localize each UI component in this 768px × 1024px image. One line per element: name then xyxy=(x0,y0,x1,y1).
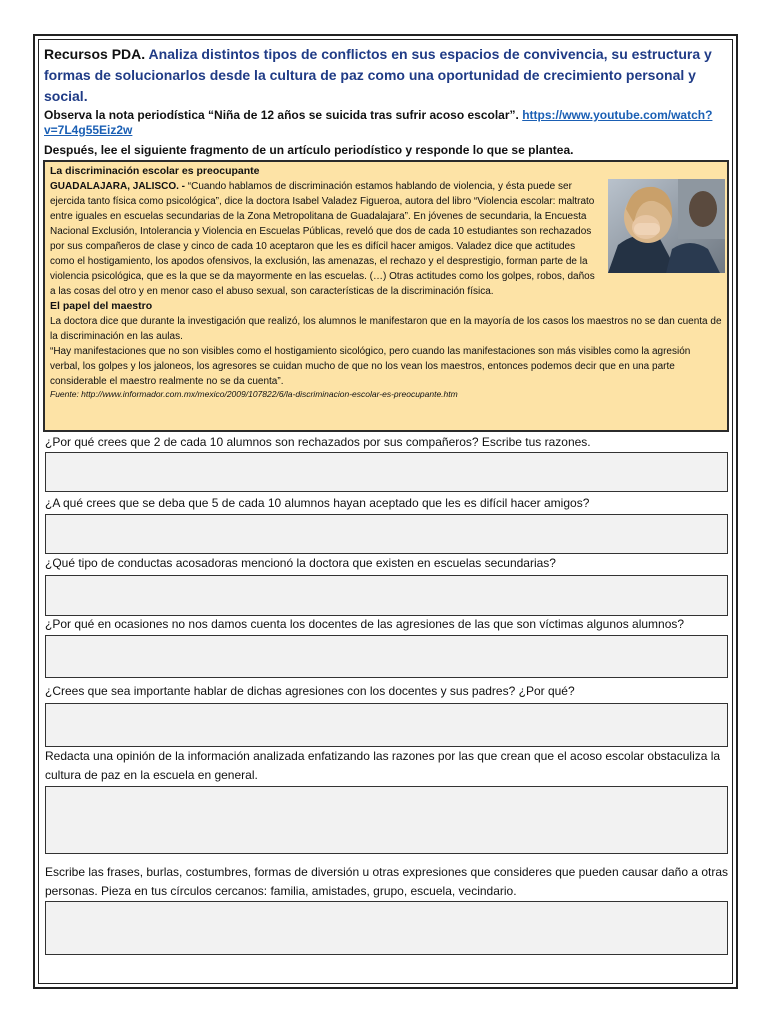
article-source: Fuente: http://www.informador.com.mx/mexico/2009/107822/6/la-discriminacion-escolar-es-preocupante.htm xyxy=(50,389,458,399)
answer-box-4[interactable] xyxy=(45,635,728,678)
header-objective: Analiza distintos tipos de conflictos en sus espacios de convivencia, su estructura y formas de solucionarlos desde la cultura de paz como una oportunidad de crecimiento personal y social. xyxy=(44,46,712,104)
article-body-2: La doctora dice que durante la investigación que realizó, los alumnos le manifestaron que en la mayoría de los casos los maestros no se dan cuenta de la discriminación en las aulas. xyxy=(50,316,722,342)
answer-box-6[interactable] xyxy=(45,786,728,854)
answer-box-7[interactable] xyxy=(45,901,728,955)
article-title: La discriminación escolar es preocupante xyxy=(50,165,260,177)
video-link[interactable]: https://www.youtube.com/watch?v=7L4g55Eiz2w xyxy=(44,108,713,137)
question-6: Redacta una opinión de la información analizada enfatizando las razones por las que crean que el acoso escolar obstaculiza la cultura de paz en la escuela en general. xyxy=(45,749,721,782)
crying-girl-photo-icon xyxy=(608,179,725,273)
header xyxy=(44,44,734,107)
question-5: ¿Crees que sea importante hablar de dichas agresiones con los docentes y sus padres? ¿Por qué? xyxy=(45,684,575,698)
question-2: ¿A qué crees que se deba que 5 de cada 10 alumnos hayan aceptado que les es difícil hacer amigos? xyxy=(45,496,590,510)
answer-box-3[interactable] xyxy=(45,575,728,616)
question-3: ¿Qué tipo de conductas acosadoras mencionó la doctora que existen en escuelas secundarias? xyxy=(45,556,556,570)
answer-box-2[interactable] xyxy=(45,514,728,554)
article-subtitle: El papel del maestro xyxy=(50,300,153,312)
article-dateline: GUADALAJARA, JALISCO. - xyxy=(50,181,186,192)
reading-instruction: Después, lee el siguiente fragmento de un artículo periodístico y responde lo que se plantea. xyxy=(44,143,574,157)
observe-instruction xyxy=(44,108,734,138)
article-excerpt xyxy=(43,160,729,432)
article-photo xyxy=(608,179,725,273)
question-4: ¿Por qué en ocasiones no nos damos cuenta los docentes de las agresiones de las que son víctimas algunos alumnos? xyxy=(45,617,685,631)
question-7: Escribe las frases, burlas, costumbres, formas de diversión u otras expresiones que consideres que pueden causar daño a otras personas. Pieza en tus círculos cercanos: familia, amistades, grupo, escuela, vecindario. xyxy=(45,865,729,898)
question-1: ¿Por qué crees que 2 de cada 10 alumnos son rechazados por sus compañeros? Escribe tus razones. xyxy=(45,435,591,449)
header-lead: Recursos PDA. xyxy=(44,46,146,62)
observe-text: Observa la nota periodística “Niña de 12 años se suicida tras sufrir acoso escolar”. xyxy=(44,108,519,122)
answer-box-5[interactable] xyxy=(45,703,728,747)
article-body-3: “Hay manifestaciones que no son visibles como el hostigamiento sicológico, pero cuando las manifestaciones son más visibles como la agresión verbal, los golpes y los jaloneos, los agresores se cuidan mucho de que no los vean los maestros, entonces podemos decir que en una parte considerable el maestro realmente no se da cuenta”. xyxy=(50,346,691,387)
answer-box-1[interactable] xyxy=(45,452,728,492)
article-body-1: “Cuando hablamos de discriminación estamos hablando de violencia, y ésta puede ser ejercida tanto física como psicológica”, dice la doctora Isabel Valadez Figueroa, autora del libro “Violencia escolar: maltrato entre iguales en escuelas secundarias de la Zona Metropolitana de Guadalajara”. En jóvenes de secundaria, la Encuesta Nacional Exclusión, Intolerancia y Violencia en Escuelas Públicas, reveló que dos de cada 10 estudiantes son rechazados por sus compañeros de clase y cinco de cada 10 aceptaron que les es difícil hacer amigos. Valadez dice que actitudes como el hostigamiento, los apodos ofensivos, la exclusión, las amenazas, el rechazo y el desprestigio, forman parte de la violencia psicológica, que es la que se da mayormente en las escuelas. (…) Otras actitudes como los golpes, robos, daños a las cosas del otro y en menor caso el abuso sexual, son características de la discriminación física. xyxy=(50,181,595,297)
